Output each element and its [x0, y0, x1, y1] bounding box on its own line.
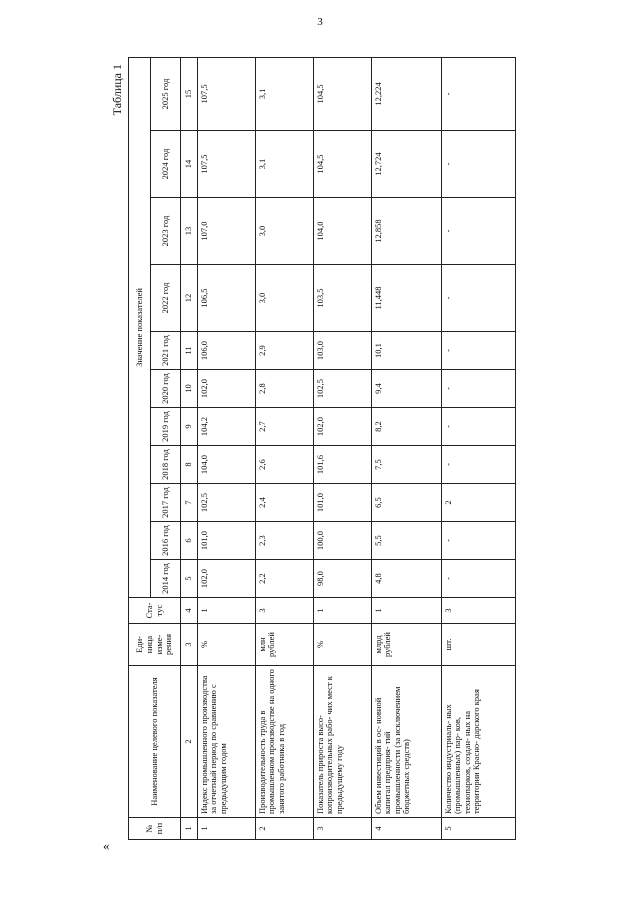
row-unit: млн рублей	[255, 624, 313, 666]
row-num: 5	[441, 818, 515, 840]
header-values-group: Значение показателей	[129, 57, 151, 597]
header-year: 2025 год	[151, 57, 181, 130]
row-value: 2,6	[255, 446, 313, 484]
column-number: 10	[181, 370, 198, 408]
row-value: 5,5	[371, 522, 441, 560]
row-value: -	[441, 57, 515, 130]
row-value: 101,0	[313, 484, 371, 522]
row-num: 3	[313, 818, 371, 840]
row-value: 2	[441, 484, 515, 522]
row-value: 104,5	[313, 57, 371, 130]
table-row	[371, 57, 441, 839]
row-value: 2,2	[255, 560, 313, 598]
row-value: 104,0	[313, 198, 371, 265]
row-value: 3,0	[255, 198, 313, 265]
header-status: Ста- тус	[129, 598, 181, 624]
row-value: 104,5	[313, 131, 371, 198]
row-value: 3,1	[255, 57, 313, 130]
row-value: 11,448	[371, 265, 441, 332]
column-number: 2	[181, 666, 198, 818]
column-number: 8	[181, 446, 198, 484]
row-unit: %	[197, 624, 255, 666]
row-value: 98,0	[313, 560, 371, 598]
header-year: 2017 год	[151, 484, 181, 522]
row-value: 2,7	[255, 408, 313, 446]
table-row	[313, 57, 371, 839]
row-value: 106,5	[197, 265, 255, 332]
column-number: 7	[181, 484, 198, 522]
row-value: 102,0	[313, 408, 371, 446]
row-value: -	[441, 131, 515, 198]
row-value: -	[441, 198, 515, 265]
column-number: 1	[181, 818, 198, 840]
row-name: Показатель прироста высо- копроизводительных рабо- чих мест к предыдущему году	[313, 666, 371, 818]
row-value: 102,0	[197, 370, 255, 408]
row-status: 1	[197, 598, 255, 624]
row-value: 12,724	[371, 131, 441, 198]
row-num: 4	[371, 818, 441, 840]
row-value: 3,1	[255, 131, 313, 198]
row-value: -	[441, 370, 515, 408]
row-value: -	[441, 332, 515, 370]
column-number: 4	[181, 598, 198, 624]
rotated-table-container	[110, 60, 583, 840]
row-value: -	[441, 265, 515, 332]
row-value: 2,3	[255, 522, 313, 560]
column-number: 15	[181, 57, 198, 130]
row-num: 2	[255, 818, 313, 840]
row-name: Количество индустриаль- ных (промышленных) пар- ков, технопарков, создан- ных на территории Красно- дарского края	[441, 666, 515, 818]
row-unit: млрд рублей	[371, 624, 441, 666]
row-value: 12,858	[371, 198, 441, 265]
header-year: 2019 год	[151, 408, 181, 446]
row-value: 7,5	[371, 446, 441, 484]
column-number: 11	[181, 332, 198, 370]
row-unit: %	[313, 624, 371, 666]
header-num: № п/п	[129, 818, 181, 840]
row-status: 1	[313, 598, 371, 624]
header-name: Наименование целевого показателя	[129, 666, 181, 818]
row-value: 12,224	[371, 57, 441, 130]
row-status: 3	[255, 598, 313, 624]
row-value: 4,8	[371, 560, 441, 598]
column-number: 3	[181, 624, 198, 666]
row-unit: шт.	[441, 624, 515, 666]
row-value: 6,5	[371, 484, 441, 522]
opening-quote-mark: «	[103, 838, 110, 853]
indicators-table	[128, 57, 516, 840]
row-value: -	[441, 560, 515, 598]
header-year: 2023 год	[151, 198, 181, 265]
column-number: 5	[181, 560, 198, 598]
row-num: 1	[197, 818, 255, 840]
row-status: 3	[441, 598, 515, 624]
table-row	[441, 57, 515, 839]
row-value: 102,0	[197, 560, 255, 598]
table-row	[255, 57, 313, 839]
row-value: 9,4	[371, 370, 441, 408]
row-name: Объем инвестиций в ос- новной капитал предприя- тий промышленности (за исключением бюджетных средств)	[371, 666, 441, 818]
row-value: 104,2	[197, 408, 255, 446]
row-value: 106,0	[197, 332, 255, 370]
row-value: 8,2	[371, 408, 441, 446]
row-value: 102,5	[197, 484, 255, 522]
header-year: 2022 год	[151, 265, 181, 332]
row-value: 10,1	[371, 332, 441, 370]
header-year: 2014 год	[151, 560, 181, 598]
row-status: 1	[371, 598, 441, 624]
row-value: -	[441, 408, 515, 446]
row-value: -	[441, 522, 515, 560]
page-number: 3	[317, 16, 323, 28]
column-number: 14	[181, 131, 198, 198]
row-value: 103,5	[313, 265, 371, 332]
row-name: Производительность труда в промышленном производстве на одного занятого работника в год	[255, 666, 313, 818]
row-value: 102,5	[313, 370, 371, 408]
row-value: 107,0	[197, 198, 255, 265]
row-value: 2,9	[255, 332, 313, 370]
table-caption: Таблица 1	[110, 64, 124, 116]
table-row	[197, 57, 255, 839]
row-value: 101,0	[197, 522, 255, 560]
row-value: 104,0	[197, 446, 255, 484]
row-value: 3,0	[255, 265, 313, 332]
row-value: 100,0	[313, 522, 371, 560]
column-number: 13	[181, 198, 198, 265]
header-year: 2020 год	[151, 370, 181, 408]
row-value: 107,5	[197, 57, 255, 130]
column-number: 9	[181, 408, 198, 446]
column-number: 12	[181, 265, 198, 332]
row-value: 2,8	[255, 370, 313, 408]
header-year: 2018 год	[151, 446, 181, 484]
header-year: 2024 год	[151, 131, 181, 198]
row-value: 107,5	[197, 131, 255, 198]
header-unit: Еди- ница изме- рения	[129, 624, 181, 666]
row-name: Индекс промышленного производства за отчетный период по сравнению с предыдущим годом	[197, 666, 255, 818]
row-value: -	[441, 446, 515, 484]
column-number: 6	[181, 522, 198, 560]
row-value: 101,6	[313, 446, 371, 484]
header-year: 2021 год	[151, 332, 181, 370]
row-value: 103,0	[313, 332, 371, 370]
header-year: 2016 год	[151, 522, 181, 560]
row-value: 2,4	[255, 484, 313, 522]
